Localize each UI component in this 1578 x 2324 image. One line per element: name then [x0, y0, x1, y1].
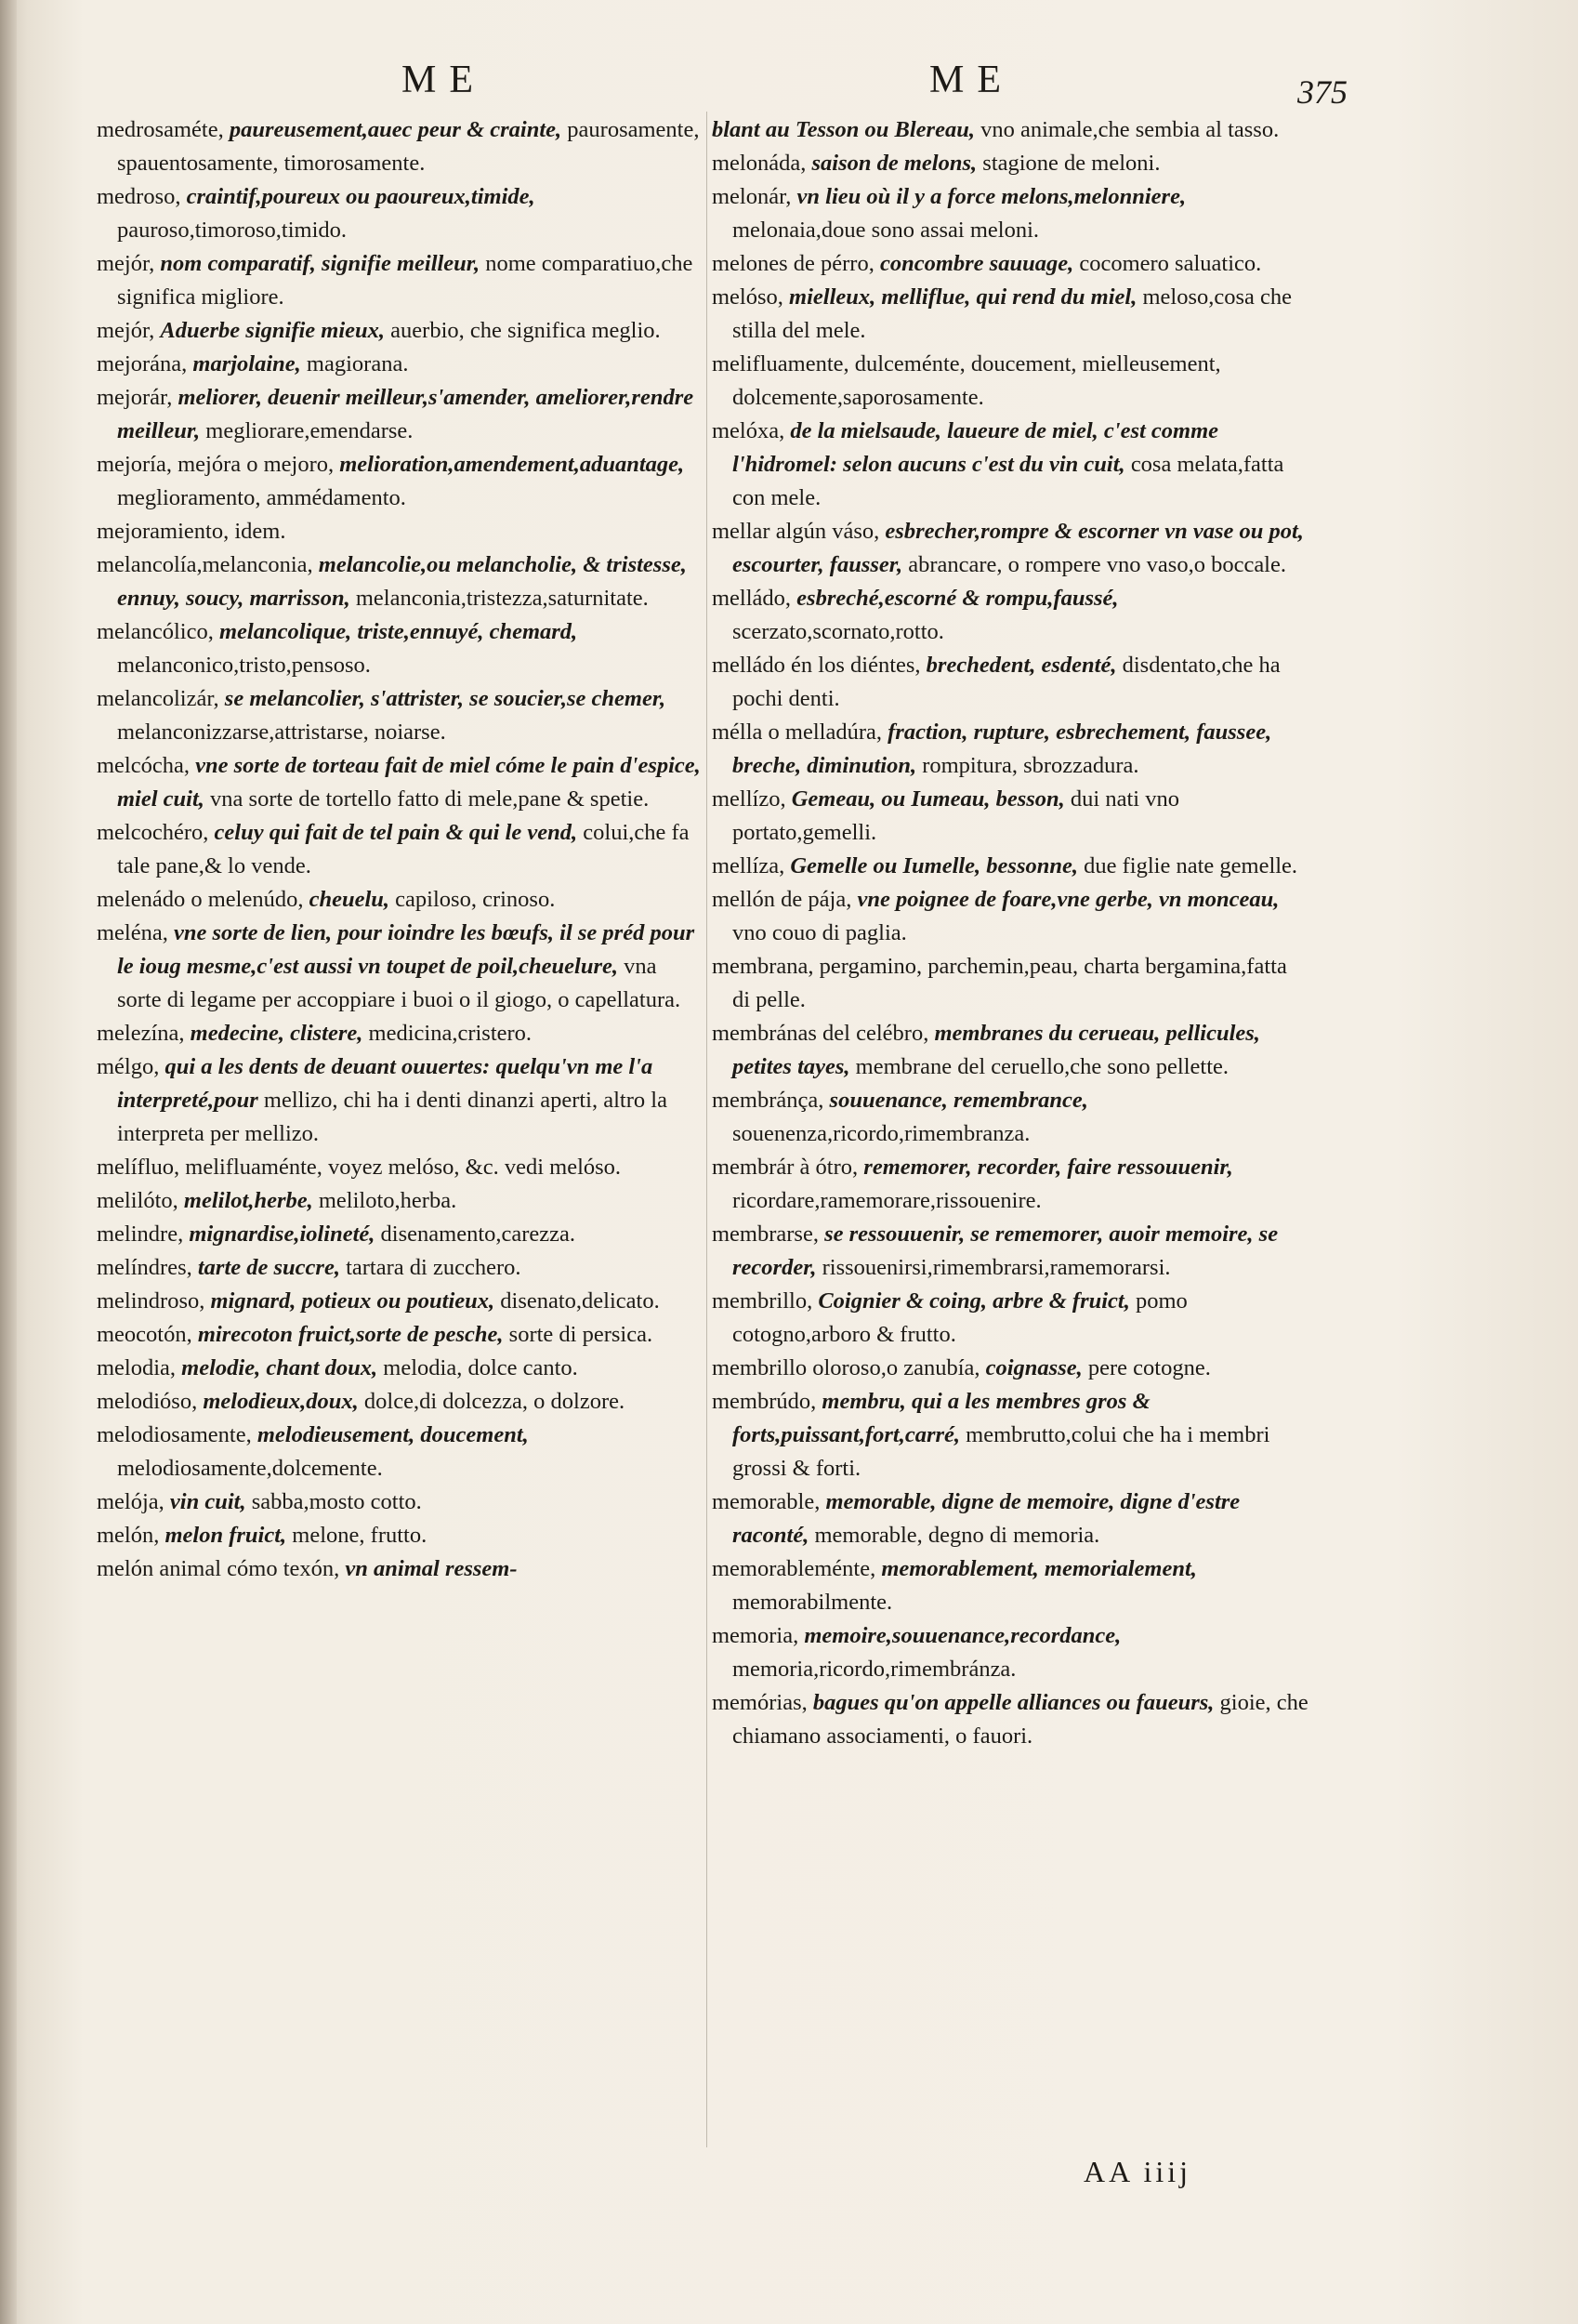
french-gloss: Aduerbe signifie mieux, — [160, 318, 386, 343]
italian-gloss: membrutto,colui che ha i membri grossi & forti. — [732, 1422, 1270, 1481]
french-gloss: brechedent, esdenté, — [926, 653, 1117, 678]
italian-gloss: nome comparatiuo,che significa migliore. — [117, 251, 693, 310]
dictionary-entry — [97, 1352, 701, 1385]
headword: mejór, — [97, 251, 155, 276]
french-gloss: memorablement, memorialement, — [881, 1556, 1197, 1581]
french-gloss: se ressouuenir, se rememorer, auoir memoire, se recorder, — [732, 1221, 1279, 1280]
dictionary-entry — [712, 1352, 1308, 1385]
italian-gloss: melanconizzarse,attristarse, noiarse. — [117, 720, 446, 745]
french-gloss: memorable, digne de memoire, digne d'estre raconté, — [732, 1489, 1241, 1548]
headword: melífluo, — [97, 1155, 180, 1180]
dictionary-entry — [712, 1552, 1308, 1619]
dictionary-entry — [97, 1318, 701, 1352]
italian-gloss: capiloso, crinoso. — [395, 887, 556, 912]
headword: membrár à ótro, — [712, 1155, 859, 1180]
french-gloss: celuy qui fait de tel pain & qui le vend, — [214, 820, 578, 845]
dictionary-entry — [712, 582, 1308, 649]
french-gloss: vn animal ressem- — [345, 1556, 518, 1581]
french-gloss: craintif,poureux ou paoureux,timide, — [186, 184, 535, 209]
dictionary-entry — [712, 1486, 1308, 1552]
french-gloss: esbrecher,rompre & escorner vn vase ou pot, escourter, fausser, — [732, 519, 1304, 577]
french-gloss: mignard, potieux ou poutieux, — [210, 1288, 495, 1314]
french-gloss: souuenance, remembrance, — [829, 1088, 1088, 1113]
french-gloss: saison de melons, — [811, 151, 978, 176]
headword: medroso, — [97, 184, 181, 209]
headword: melancólico, — [97, 619, 214, 644]
italian-gloss: magiorana. — [306, 351, 409, 376]
headword: memorable, — [712, 1489, 821, 1514]
dictionary-entry — [712, 415, 1308, 515]
dictionary-entry — [97, 1017, 701, 1050]
french-gloss: esbreché,escorné & rompu,faussé, — [796, 586, 1119, 611]
italian-gloss: scerzato,scornato,rotto. — [732, 619, 944, 644]
italian-gloss: idem. — [234, 519, 286, 544]
headword: melodióso, — [97, 1389, 198, 1414]
french-gloss: melon fruict, — [164, 1523, 287, 1548]
dictionary-entry — [712, 147, 1308, 180]
dictionary-entry — [97, 1151, 701, 1184]
headword: mejoramiento, — [97, 519, 230, 544]
headword: melancolizár, — [97, 686, 219, 711]
dictionary-entry — [97, 917, 701, 1017]
italian-gloss: stagione de meloni. — [982, 151, 1161, 176]
dictionary-entry — [712, 1619, 1308, 1686]
french-gloss: qui a les dents de deuant ouuertes: quelqu'vn me l'a interpreté,pour — [117, 1054, 653, 1113]
french-gloss: Gemelle ou Iumelle, bessonne, — [790, 853, 1078, 878]
headword: melonár, — [712, 184, 792, 209]
italian-gloss: rompitura, sbrozzadura. — [922, 753, 1139, 778]
italian-gloss: abrancare, o rompere vno vaso,o boccale. — [908, 552, 1286, 577]
dictionary-entry — [97, 180, 701, 247]
italian-gloss: memoria,ricordo,rimembránza. — [732, 1657, 1017, 1682]
headword: membrarse, — [712, 1221, 819, 1247]
italian-gloss: disenamento,carezza. — [380, 1221, 576, 1247]
french-gloss: melodieux,doux, — [203, 1389, 359, 1414]
italian-gloss: colui,che fa tale pane,& lo vende. — [117, 820, 690, 878]
dictionary-entry — [97, 515, 701, 548]
french-gloss: tarte de succre, — [197, 1255, 340, 1280]
headword: melodia, — [97, 1355, 177, 1380]
headword: mejoría, mejóra o mejoro, — [97, 452, 335, 477]
column-divider — [706, 112, 707, 2147]
headword: meléna, — [97, 920, 168, 945]
running-head-right: ME — [929, 59, 1014, 101]
headword: melezína, — [97, 1021, 185, 1046]
headword: melindroso, — [97, 1288, 205, 1314]
italian-gloss: melodiosamente,dolcemente. — [117, 1456, 383, 1481]
italian-gloss: souenenza,ricordo,rimembranza. — [732, 1121, 1031, 1146]
headword: mellón de pája, — [712, 887, 852, 912]
dictionary-entry — [97, 314, 701, 348]
italian-gloss: megliorare,emendarse. — [205, 418, 414, 443]
headword: memoria, — [712, 1623, 799, 1648]
italian-gloss: gioie, che chiamano associamenti, o fauori. — [732, 1690, 1308, 1749]
dictionary-entry — [712, 1385, 1308, 1486]
headword: mellízo, — [712, 786, 786, 812]
italian-gloss: vno animale,che sembia al tasso. — [980, 117, 1280, 142]
dictionary-entry — [97, 816, 701, 883]
french-gloss: medecine, clistere, — [190, 1021, 363, 1046]
dictionary-entry — [712, 1285, 1308, 1352]
signature-mark: AA iiij — [1084, 2155, 1192, 2188]
italian-gloss: pomo cotogno,arboro & frutto. — [732, 1288, 1188, 1347]
headword: melládo, — [712, 586, 792, 611]
dictionary-entry — [97, 883, 701, 917]
french-gloss: melodie, chant doux, — [181, 1355, 378, 1380]
italian-gloss: meliloto,herba. — [318, 1188, 457, 1213]
headword: mélla o melladúra, — [712, 720, 882, 745]
italian-gloss: cosa melata,fatta con mele. — [732, 452, 1284, 510]
italian-gloss: pauroso,timoroso,timido. — [117, 218, 348, 243]
french-gloss: Coignier & coing, arbre & fruict, — [818, 1288, 1130, 1314]
headword: melancolía,melanconia, — [97, 552, 313, 577]
headword: membrúdo, — [712, 1389, 817, 1414]
french-gloss: membranes du cerueau, pellicules, petites tayes, — [732, 1021, 1260, 1079]
headword: melóso, — [712, 284, 783, 310]
dictionary-entry — [97, 113, 701, 180]
french-gloss: melioration,amendement,aduantage, — [339, 452, 685, 477]
dictionary-entry — [712, 247, 1308, 281]
headword: melones de pérro, — [712, 251, 874, 276]
italian-gloss: melonaia,doue sono assai meloni. — [732, 218, 1039, 243]
italian-gloss: membrane del ceruello,che sono pellette. — [855, 1054, 1230, 1079]
french-gloss: se melancolier, s'attrister, se soucier,se chemer, — [224, 686, 666, 711]
italian-gloss: disdentato,che ha pochi denti. — [732, 653, 1281, 711]
headword: mejór, — [97, 318, 155, 343]
dictionary-entry — [712, 1686, 1308, 1753]
dictionary-entry — [712, 1017, 1308, 1084]
headword: mejorána, — [97, 351, 188, 376]
french-gloss: vne poignee de foare,vne gerbe, vn monceau, — [857, 887, 1280, 912]
dictionary-entry — [97, 348, 701, 381]
dictionary-entry — [97, 1552, 701, 1586]
headword: melonáda, — [712, 151, 807, 176]
dictionary-entry — [712, 180, 1308, 247]
italian-gloss: sabba,mosto cotto. — [251, 1489, 422, 1514]
headword: membránas del celébro, — [712, 1021, 929, 1046]
french-gloss: rememorer, recorder, faire ressouuenir, — [863, 1155, 1233, 1180]
dictionary-entry — [712, 850, 1308, 883]
dictionary-entry — [97, 381, 701, 448]
headword: melindre, — [97, 1221, 184, 1247]
italian-gloss: dui nati vno portato,gemelli. — [732, 786, 1179, 845]
italian-gloss: dolce,di dolcezza, o dolzore. — [363, 1389, 625, 1414]
dictionary-entry — [97, 247, 701, 314]
headword: melilóto, — [97, 1188, 178, 1213]
headword: melón, — [97, 1523, 160, 1548]
dictionary-entry — [712, 1218, 1308, 1285]
dictionary-entry — [97, 548, 701, 615]
french-gloss: de la mielsaude, laueure de miel, c'est comme l'hidromel: selon aucuns c'est du vin cuit, — [732, 418, 1219, 477]
binding-shadow — [0, 0, 17, 2324]
french-gloss: Gemeau, ou Iumeau, besson, — [791, 786, 1065, 812]
dictionary-entry — [712, 113, 1308, 147]
french-gloss: melancolique, triste,ennuyé, chemard, — [218, 619, 578, 644]
dictionary-entry — [712, 348, 1308, 415]
headword: melodiosamente, — [97, 1422, 252, 1447]
headword: melón animal cómo texón, — [97, 1556, 340, 1581]
french-gloss: mignardise,iolineté, — [189, 1221, 375, 1247]
french-gloss: concombre sauuage, — [879, 251, 1074, 276]
italian-gloss: mellizo, chi ha i denti dinanzi aperti, altro la interpreta per mellizo. — [117, 1088, 667, 1146]
french-gloss: melodieusement, doucement, — [256, 1422, 529, 1447]
french-gloss: mirecoton fruict,sorte de pesche, — [197, 1322, 504, 1347]
dictionary-entry — [712, 1151, 1308, 1218]
italian-gloss: disenato,delicato. — [500, 1288, 660, 1314]
headword: meocotón, — [97, 1322, 192, 1347]
headword: melládo én los diéntes, — [712, 653, 921, 678]
dictionary-entry — [712, 883, 1308, 950]
french-gloss: bagues qu'on appelle alliances ou faueurs, — [812, 1690, 1215, 1715]
french-gloss: marjolaine, — [192, 351, 301, 376]
headword: membrana, — [712, 954, 814, 979]
french-gloss: vne sorte de lien, pour ioindre les bœufs, il se préd pour le ioug mesme,c'est aussi vn toupet de poil,cheuelure, — [117, 920, 695, 979]
italian-gloss: melanconico,tristo,pensoso. — [117, 653, 371, 678]
dictionary-entry — [97, 1486, 701, 1519]
french-gloss: melancolie,ou melancholie, & tristesse, ennuy, soucy, marrisson, — [117, 552, 687, 611]
dictionary-entry — [97, 1184, 701, 1218]
dictionary-entry — [712, 950, 1308, 1017]
dictionary-entry — [97, 1385, 701, 1419]
italian-gloss: meloso,cosa che stilla del mele. — [732, 284, 1293, 343]
french-gloss: memoire,souuenance,recordance, — [804, 1623, 1122, 1648]
italian-gloss: paurosamente, spauentosamente, timorosamente. — [117, 117, 700, 176]
dictionary-entry — [97, 1050, 701, 1151]
french-gloss: fraction, rupture, esbrechement, faussee, breche, diminution, — [732, 720, 1272, 778]
dictionary-entry — [97, 749, 701, 816]
dictionary-entry — [712, 783, 1308, 850]
headword: melója, — [97, 1489, 164, 1514]
italian-gloss: tartara di zucchero. — [346, 1255, 521, 1280]
headword: medrosaméte, — [97, 117, 224, 142]
headword: memorableménte, — [712, 1556, 876, 1581]
dictionary-entry — [712, 515, 1308, 582]
headword: mellar algún váso, — [712, 519, 880, 544]
italian-gloss: cocomero saluatico. — [1079, 251, 1262, 276]
italian-gloss: vna sorte di legame per accoppiare i buoi o il giogo, o capellatura. — [117, 954, 681, 1012]
headword: melcócha, — [97, 753, 190, 778]
headword: memórias, — [712, 1690, 808, 1715]
italian-gloss: vno couo di paglia. — [732, 920, 907, 945]
dictionary-entry — [97, 448, 701, 515]
dictionary-entry — [712, 281, 1308, 348]
dictionary-entry — [97, 1519, 701, 1552]
french-gloss: vin cuit, — [169, 1489, 246, 1514]
italian-gloss: ricordare,ramemorare,rissouenire. — [732, 1188, 1042, 1213]
italian-gloss: memorabilmente. — [732, 1590, 893, 1615]
italian-gloss: medicina,cristero. — [368, 1021, 533, 1046]
french-gloss: melilot,herbe, — [183, 1188, 313, 1213]
dictionary-entry — [712, 649, 1308, 716]
dictionary-entry — [97, 1251, 701, 1285]
headword: membrillo, — [712, 1288, 813, 1314]
headword: melíndres, — [97, 1255, 192, 1280]
french-gloss: nom comparatif, signifie meilleur, — [160, 251, 480, 276]
right-column — [712, 113, 1308, 2168]
italian-gloss: dulceménte, doucement, mielleusement, dolcemente,saporosamente. — [732, 351, 1221, 410]
italian-gloss: vna sorte de tortello fatto di mele,pane & spetie. — [210, 786, 650, 812]
french-gloss: cheuelu, — [309, 887, 390, 912]
headword: mejorár, — [97, 385, 173, 410]
italian-gloss: pergamino, parchemin,peau, charta bergamina,fatta di pelle. — [732, 954, 1287, 1012]
italian-gloss: melone, frutto. — [292, 1523, 427, 1548]
dictionary-entry — [97, 1419, 701, 1486]
dictionary-entry — [97, 682, 701, 749]
headword: melóxa, — [712, 418, 785, 443]
dictionary-entry — [712, 716, 1308, 783]
italian-gloss: rissouenirsi,rimembrarsi,ramemorarsi. — [822, 1255, 1171, 1280]
page-number: 375 — [1297, 73, 1348, 111]
french-gloss: blant au Tesson ou Blereau, — [712, 117, 975, 142]
dictionary-entry — [712, 1084, 1308, 1151]
italian-gloss: memorable, degno di memoria. — [814, 1523, 1100, 1548]
french-gloss: vne sorte de torteau fait de miel cóme le pain d'espice, miel cuit, — [117, 753, 701, 812]
french-gloss: mielleux, melliflue, qui rend du miel, — [789, 284, 1137, 310]
dictionary-entry — [97, 1218, 701, 1251]
running-head-left: ME — [401, 59, 486, 101]
dictionary-entry — [97, 1285, 701, 1318]
headword: membránça, — [712, 1088, 824, 1113]
italian-gloss: meglioramento, ammédamento. — [117, 485, 406, 510]
french-gloss: vn lieu où il y a force melons,melonniere, — [796, 184, 1187, 209]
headword: melcochéro, — [97, 820, 209, 845]
dictionary-entry — [97, 615, 701, 682]
headword: mélgo, — [97, 1054, 160, 1079]
italian-gloss: sorte di persica. — [508, 1322, 653, 1347]
headword: mellíza, — [712, 853, 785, 878]
headword: membrillo oloroso,o zanubía, — [712, 1355, 980, 1380]
italian-gloss: auerbio, che significa meglio. — [390, 318, 661, 343]
headword: melenádo o melenúdo, — [97, 887, 304, 912]
italian-gloss: melanconia,tristezza,saturnitate. — [355, 586, 649, 611]
french-gloss: coignasse, — [985, 1355, 1083, 1380]
french-gloss: meliorer, deuenir meilleur,s'amender, ameliorer,rendre meilleur, — [117, 385, 694, 443]
headword: melifluamente, — [712, 351, 849, 376]
italian-gloss: pere cotogne. — [1087, 1355, 1211, 1380]
french-gloss: paureusement,auec peur & crainte, — [229, 117, 562, 142]
italian-gloss: due figlie nate gemelle. — [1084, 853, 1298, 878]
italian-gloss: melodia, dolce canto. — [383, 1355, 578, 1380]
french-gloss: membru, qui a les membres gros & forts,puissant,fort,carré, — [732, 1389, 1151, 1447]
left-column — [97, 113, 701, 2168]
italian-gloss: melifluaménte, voyez melóso, &c. vedi melóso. — [185, 1155, 622, 1180]
